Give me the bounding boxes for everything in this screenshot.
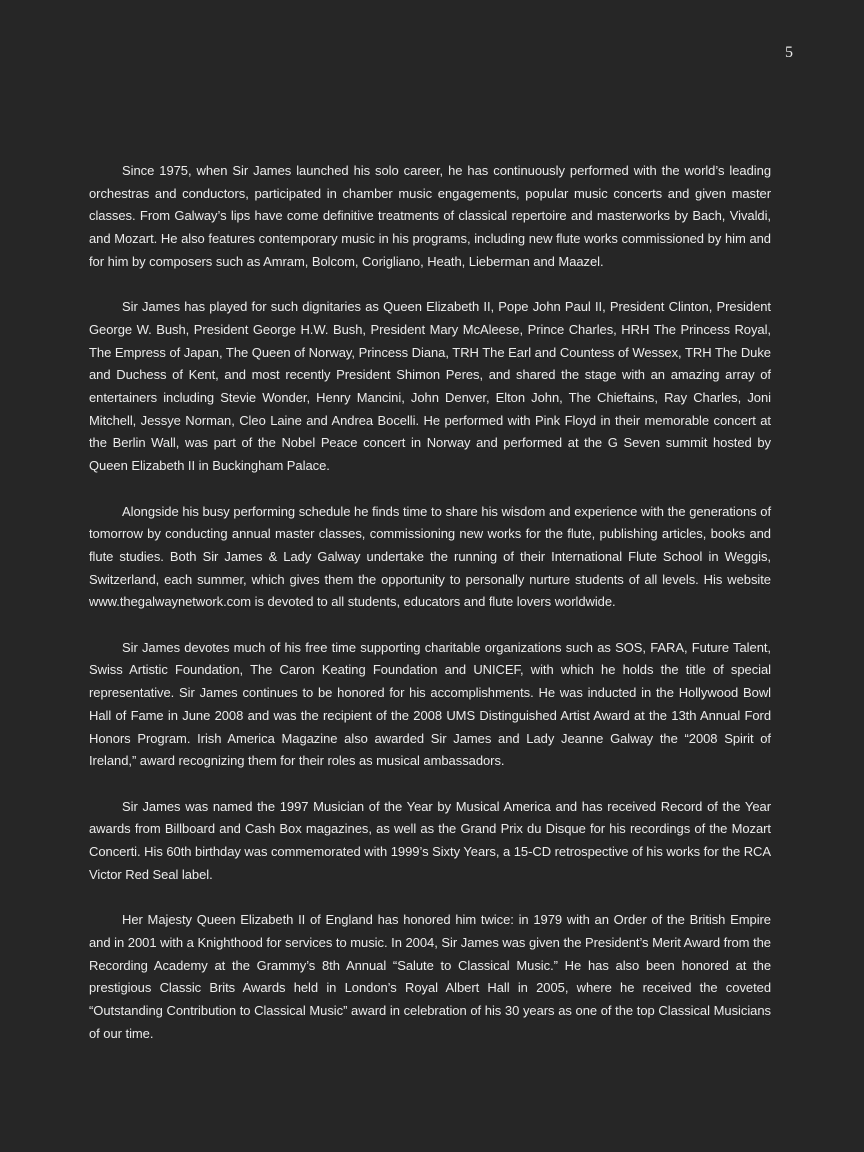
page-number: 5 xyxy=(785,44,793,61)
paragraph-dignitaries: Sir James has played for such dignitaries as Queen Elizabeth II, Pope John Paul II, President Clinton, President George W. Bush, President George H.W. Bush, President Mary McAleese, Prince Charles, HRH The Princess Royal, The Empress of Japan, The Queen of Norway, Princess Diana, TRH The Earl and Countess of Wessex, TRH The Duke and Duchess of Kent, and most recently President Shimon Peres, and shared the stage with an amazing array of entertainers including Stevie Wonder, Henry Mancini, John Denver, Elton John, The Chieftains, Ray Charles, Joni Mitchell, Jessye Norman, Cleo Laine and Andrea Bocelli. He performed with Pink Floyd in their memorable concert at the Berlin Wall, was part of the Nobel Peace concert in Norway and performed at the G Seven summit hosted by Queen Elizabeth II in Buckingham Palace. xyxy=(89,299,771,474)
paragraph-awards: Sir James was named the 1997 Musician of the Year by Musical America and has received Record of the Year awards from Billboard and Cash Box magazines, as well as the Grand Prix du Disque for his recordings of the Mozart Concerti. His 60th birthday was commemorated with 1999’s Sixty Years, a 15-CD retrospective of his works for the RCA Victor Red Seal label. xyxy=(89,798,771,882)
paragraph-teaching: Alongside his busy performing schedule he finds time to share his wisdom and experience with the generations of tomorrow by conducting annual master classes, commissioning new works for the flute, publishing articles, books and flute studies. Both Sir James & Lady Galway undertake the running of their International Flute School in Weggis, Switzerland, each summer, which gives them the opportunity to personally nurture students of all levels. His website www.thegalwaynetwork.com is devoted to all students, educators and flute lovers worldwide. xyxy=(89,503,771,610)
paragraph-solo-career: Since 1975, when Sir James launched his solo career, he has continuously performed with the world’s leading orchestras and conductors, participated in chamber music engagements, popular music concerts and given master classes. From Galway’s lips have come definitive treatments of classical repertoire and masterworks by Bach, Vivaldi, and Mozart. He also features contemporary music in his programs, including new flute works commissioned by him and for him by composers such as Amram, Bolcom, Corigliano, Heath, Lieberman and Maazel. xyxy=(89,163,771,269)
paragraph-honors: Her Majesty Queen Elizabeth II of England has honored him twice: in 1979 with an Order of the British Empire and in 2001 with a Knighthood for services to music. In 2004, Sir James was given the President’s Merit Award from the Recording Academy at the Grammy’s 8th Annual “Salute to Classical Music.” He has also been honored at the prestigious Classic Brits Awards held in London’s Royal Albert Hall in 2005, where he received the coveted “Outstanding Contribution to Classical Music” award in celebration of his 30 years as one of the top Classical Musicians of our time. xyxy=(89,912,771,1041)
body-text xyxy=(89,160,771,1045)
paragraph-charities: Sir James devotes much of his free time supporting charitable organizations such as SOS, FARA, Future Talent, Swiss Artistic Foundation, The Caron Keating Foundation and UNICEF, with which he holds the title of special representative. Sir James continues to be honored for his accomplishments. He was inducted in the Hollywood Bowl Hall of Fame in June 2008 and was the recipient of the 2008 UMS Distinguished Artist Award at the 13th Annual Ford Honors Program. Irish America Magazine also awarded Sir James and Lady Jeanne Galway the “2008 Spirit of Ireland,” award recognizing them for their roles as musical ambassadors. xyxy=(89,639,771,769)
